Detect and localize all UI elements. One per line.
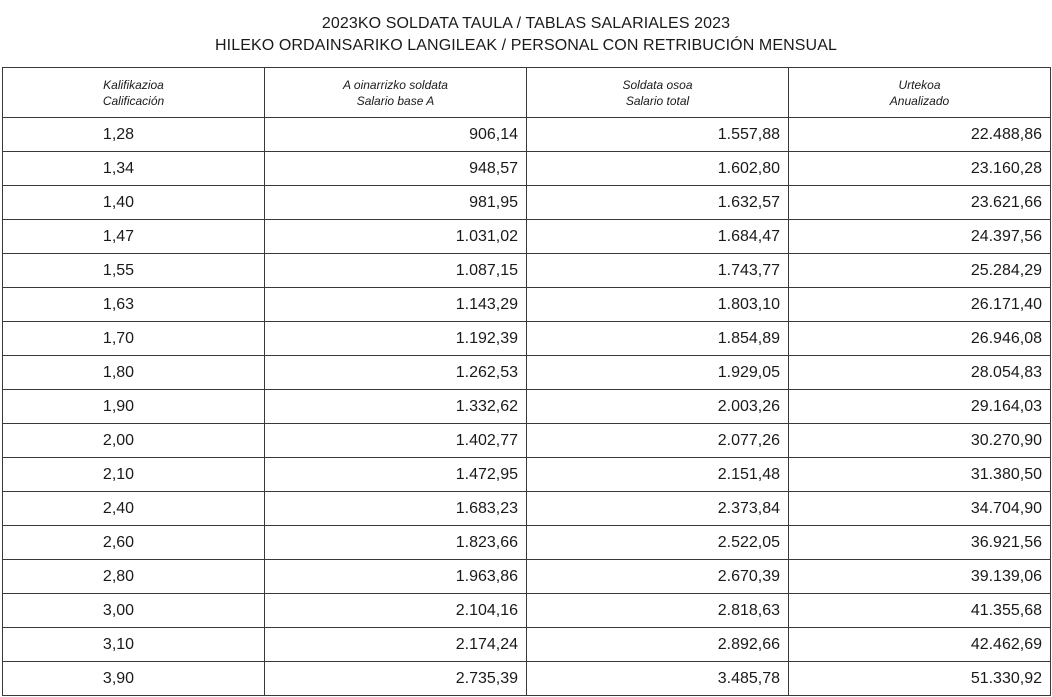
cell-salario-total: 1.632,57 — [527, 186, 789, 220]
cell-calificacion: 1,40 — [3, 186, 265, 220]
table-row — [3, 220, 1051, 254]
table-row — [3, 322, 1051, 356]
cell-salario-base: 2.735,39 — [265, 662, 527, 696]
cell-anualizado: 36.921,56 — [789, 526, 1051, 560]
cell-salario-base: 1.472,95 — [265, 458, 527, 492]
table-row — [3, 424, 1051, 458]
cell-salario-total: 1.929,05 — [527, 356, 789, 390]
cell-salario-total: 1.854,89 — [527, 322, 789, 356]
cell-salario-base: 1.823,66 — [265, 526, 527, 560]
salary-table — [2, 67, 1051, 696]
cell-salario-base: 906,14 — [265, 118, 527, 152]
table-row — [3, 492, 1051, 526]
column-header-salario-total — [527, 68, 789, 118]
cell-calificacion: 1,47 — [3, 220, 265, 254]
table-body — [3, 118, 1051, 696]
cell-salario-total: 1.803,10 — [527, 288, 789, 322]
cell-calificacion: 1,90 — [3, 390, 265, 424]
column-header-line-spanish: Calificación — [102, 93, 165, 108]
cell-calificacion: 2,00 — [3, 424, 265, 458]
cell-salario-total: 2.003,26 — [527, 390, 789, 424]
table-row — [3, 152, 1051, 186]
table-row — [3, 458, 1051, 492]
cell-salario-base: 2.174,24 — [265, 628, 527, 662]
column-header-line-basque: Urtekoa — [898, 77, 941, 92]
cell-calificacion: 2,10 — [3, 458, 265, 492]
table-row — [3, 594, 1051, 628]
cell-calificacion: 1,34 — [3, 152, 265, 186]
table-row — [3, 254, 1051, 288]
cell-salario-total: 2.151,48 — [527, 458, 789, 492]
cell-calificacion: 2,60 — [3, 526, 265, 560]
cell-anualizado: 41.355,68 — [789, 594, 1051, 628]
cell-salario-base: 1.192,39 — [265, 322, 527, 356]
table-row — [3, 560, 1051, 594]
table-row — [3, 118, 1051, 152]
cell-salario-total: 2.892,66 — [527, 628, 789, 662]
table-row — [3, 662, 1051, 696]
cell-anualizado: 30.270,90 — [789, 424, 1051, 458]
cell-anualizado: 31.380,50 — [789, 458, 1051, 492]
column-header-anualizado — [789, 68, 1051, 118]
column-header-line-basque: Soldata osoa — [622, 77, 693, 92]
cell-anualizado: 23.621,66 — [789, 186, 1051, 220]
cell-salario-total: 2.818,63 — [527, 594, 789, 628]
cell-salario-base: 1.262,53 — [265, 356, 527, 390]
cell-calificacion: 3,90 — [3, 662, 265, 696]
column-header-salario-base — [265, 68, 527, 118]
cell-calificacion: 1,28 — [3, 118, 265, 152]
cell-calificacion: 3,10 — [3, 628, 265, 662]
cell-calificacion: 1,55 — [3, 254, 265, 288]
cell-salario-base: 1.143,29 — [265, 288, 527, 322]
table-row — [3, 356, 1051, 390]
cell-salario-total: 2.522,05 — [527, 526, 789, 560]
cell-salario-total: 2.077,26 — [527, 424, 789, 458]
cell-anualizado: 22.488,86 — [789, 118, 1051, 152]
cell-salario-base: 1.683,23 — [265, 492, 527, 526]
cell-salario-base: 1.402,77 — [265, 424, 527, 458]
cell-salario-total: 2.373,84 — [527, 492, 789, 526]
page-title: 2023KO SOLDATA TAULA / TABLAS SALARIALES 2023 — [321, 15, 731, 32]
cell-salario-total: 1.602,80 — [527, 152, 789, 186]
cell-anualizado: 51.330,92 — [789, 662, 1051, 696]
column-header-line-spanish: Salario total — [625, 93, 690, 108]
cell-anualizado: 24.397,56 — [789, 220, 1051, 254]
cell-calificacion: 1,63 — [3, 288, 265, 322]
cell-anualizado: 29.164,03 — [789, 390, 1051, 424]
cell-salario-total: 1.557,88 — [527, 118, 789, 152]
column-header-line-basque: A oinarrizko soldata — [343, 77, 448, 92]
table-row — [3, 526, 1051, 560]
cell-salario-base: 981,95 — [265, 186, 527, 220]
document-header — [0, 13, 1052, 57]
column-header-line-basque: Kalifikazioa — [103, 77, 164, 92]
cell-anualizado: 34.704,90 — [789, 492, 1051, 526]
cell-calificacion: 3,00 — [3, 594, 265, 628]
table-row — [3, 628, 1051, 662]
cell-salario-base: 2.104,16 — [265, 594, 527, 628]
cell-anualizado: 42.462,69 — [789, 628, 1051, 662]
column-header-line-spanish: Anualizado — [889, 93, 950, 108]
cell-anualizado: 26.946,08 — [789, 322, 1051, 356]
cell-salario-total: 1.684,47 — [527, 220, 789, 254]
column-header-line-spanish: Salario base A — [356, 93, 435, 108]
page-subtitle: HILEKO ORDAINSARIKO LANGILEAK / PERSONAL CON RETRIBUCIÓN MENSUAL — [215, 37, 837, 54]
cell-salario-total: 3.485,78 — [527, 662, 789, 696]
cell-anualizado: 26.171,40 — [789, 288, 1051, 322]
table-row — [3, 390, 1051, 424]
cell-salario-total: 1.743,77 — [527, 254, 789, 288]
table-row — [3, 186, 1051, 220]
cell-salario-total: 2.670,39 — [527, 560, 789, 594]
cell-anualizado: 25.284,29 — [789, 254, 1051, 288]
cell-salario-base: 1.332,62 — [265, 390, 527, 424]
table-row — [3, 288, 1051, 322]
cell-salario-base: 1.963,86 — [265, 560, 527, 594]
cell-calificacion: 1,70 — [3, 322, 265, 356]
cell-anualizado: 23.160,28 — [789, 152, 1051, 186]
table-header-row — [3, 68, 1051, 118]
cell-salario-base: 948,57 — [265, 152, 527, 186]
cell-anualizado: 28.054,83 — [789, 356, 1051, 390]
cell-calificacion: 2,80 — [3, 560, 265, 594]
cell-salario-base: 1.087,15 — [265, 254, 527, 288]
cell-anualizado: 39.139,06 — [789, 560, 1051, 594]
column-header-calificacion — [3, 68, 265, 118]
cell-salario-base: 1.031,02 — [265, 220, 527, 254]
cell-calificacion: 1,80 — [3, 356, 265, 390]
cell-calificacion: 2,40 — [3, 492, 265, 526]
